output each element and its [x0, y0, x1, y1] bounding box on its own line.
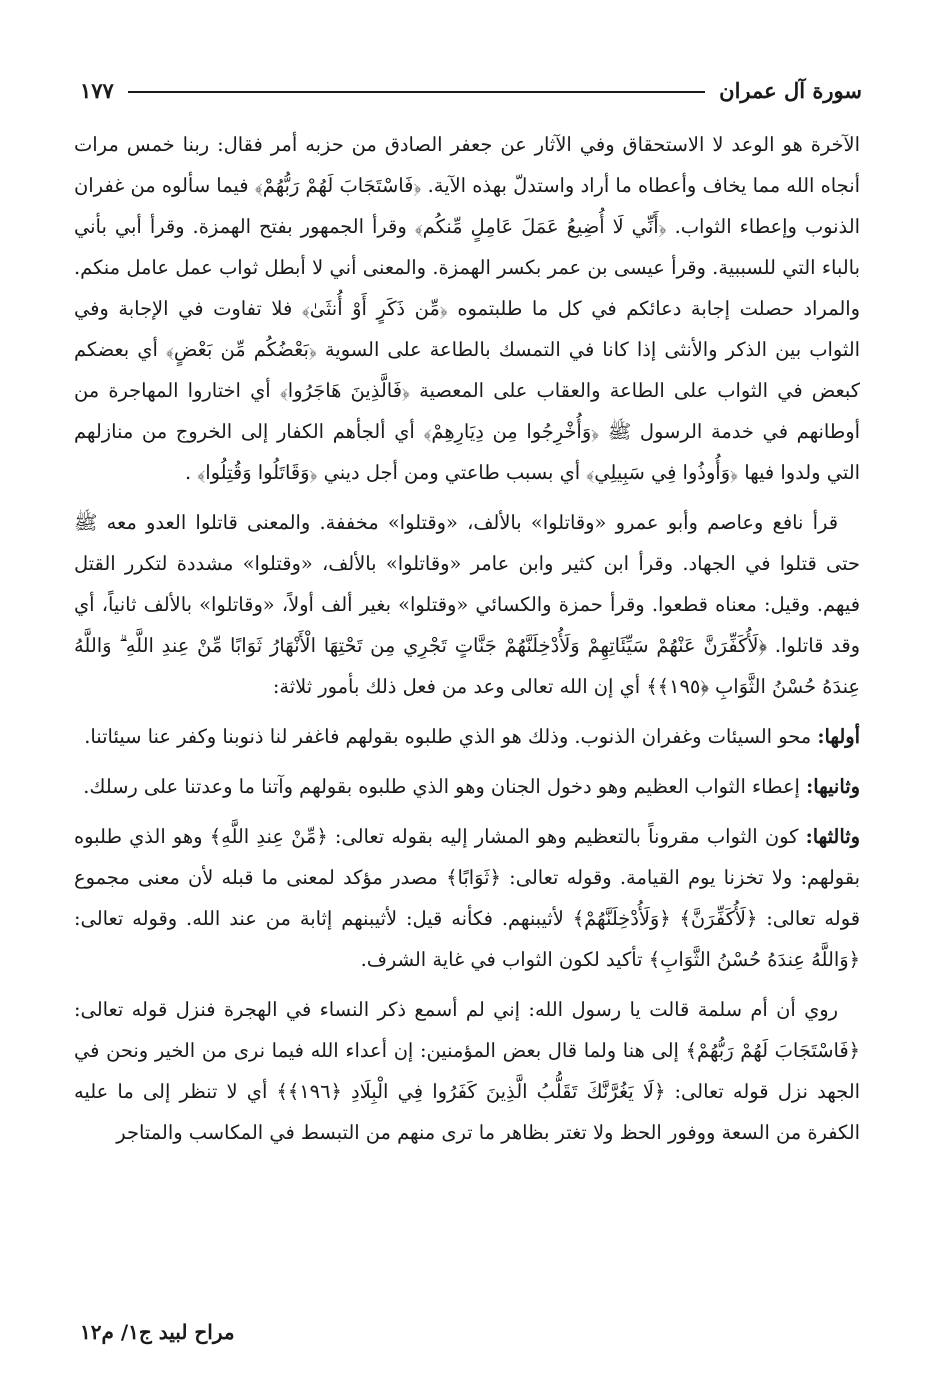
running-header — [80, 72, 862, 108]
signature-mark: مراح لبيد ج١/ م١٢ — [80, 1320, 235, 1344]
paragraph-text: محو السيئات وغفران الذنوب. وذلك هو الذي طلبوه بقولهم فاغفر لنا ذنوبنا وكفر عنا سيئاتنا. — [84, 725, 818, 748]
paragraph — [74, 716, 860, 757]
paragraph-text: قرأ نافع وعاصم وأبو عمرو «وقاتلوا» بالألف، «وقتلوا» مخففة. والمعنى قاتلوا العدو معه ﷺ حتى قتلوا في الجهاد. وقرأ ابن كثير وابن عامر «وقاتلوا» بالألف، «وقتلوا» مشددة لتكرر القتل فيهم. وقيل: معناه قطعوا. وقرأ حمزة والكسائي «وقتلوا» بغير ألف أولاً، «وقاتلوا» بالألف ثانياً، أي وقد قاتلوا. ﴿لَأُكَفِّرَنَّ عَنْهُمْ سَيِّئَاتِهِمْ وَلَأُدْخِلَنَّهُمْ جَنَّاتٍ تَجْرِي مِن تَحْتِهَا الْأَنْهَارُ ثَوَابًا مِّنْ عِندِ اللَّهِ ۗ وَاللَّهُ عِندَهُ حُسْنُ الثَّوَابِ ﴿١٩٥﴾﴾ أي إن الله تعالى وعد من فعل ذلك بأمور ثلاثة: — [74, 511, 860, 698]
paragraph-text: روي أن أم سلمة قالت يا رسول الله: إني لم أسمع ذكر النساء في الهجرة فنزل قوله تعالى: ﴿فَاسْتَجَابَ لَهُمْ رَبُّهُمْ﴾ إلى هنا ولما قال بعض المؤمنين: إن أعداء الله فيما نرى من الخير ونحن في الجهد نزل قوله تعالى: ﴿لَا يَغُرَّنَّكَ تَقَلُّبُ الَّذِينَ كَفَرُوا فِي الْبِلَادِ ﴿١٩٦﴾﴾ أي لا تنظر إلى ما عليه الكفرة من السعة ووفور الحظ ولا تغتر بظاهر ما ترى منهم من التبسط في المكاسب والمتاجر — [74, 998, 860, 1144]
paragraph — [74, 816, 860, 980]
paragraph-lead: وثالثها: — [805, 825, 860, 848]
paragraph — [74, 766, 860, 807]
page-body — [74, 124, 860, 1314]
surah-title: سورة آل عمران — [719, 77, 862, 103]
paragraph-lead: وثانيها: — [806, 775, 860, 798]
paragraph-lead: أولها: — [817, 725, 860, 748]
footer-signature — [80, 1320, 862, 1352]
paragraph-text: كون الثواب مقروناً بالتعظيم وهو المشار إليه بقوله تعالى: ﴿مِّنْ عِندِ اللَّهِ﴾ وهو الذي طلبوه بقولهم: ولا تخزنا يوم القيامة. وقوله تعالى: ﴿ثَوَابًا﴾ مصدر مؤكد لمعنى ما قبله لأن معنى مجموع قوله تعالى: ﴿لَأُكَفِّرَنَّ﴾ ﴿وَلَأُدْخِلَنَّهُمْ﴾ لأثيبنهم. فكأنه قيل: لأثيبنهم إثابة من عند الله. وقوله تعالى: ﴿وَاللَّهُ عِندَهُ حُسْنُ الثَّوَابِ﴾ تأكيد لكون الثواب في غاية الشرف. — [74, 825, 860, 971]
paragraph — [74, 124, 860, 493]
header-rule — [128, 91, 705, 93]
paragraph — [74, 502, 860, 707]
page-number: ١٧٧ — [80, 77, 114, 103]
paragraph — [74, 989, 860, 1153]
paragraph-text: الآخرة هو الوعد لا الاستحقاق وفي الآثار عن جعفر الصادق من حزبه أمر فقال: ربنا خمس مرات أنجاه الله مما يخاف وأعطاه ما أراد واستدلّ بهذه الآية. ﴿فَاسْتَجَابَ لَهُمْ رَبُّهُمْ﴾ فيما سألوه من غفران الذنوب وإعطاء الثواب. ﴿أَنِّي لَا أُضِيعُ عَمَلَ عَامِلٍ مِّنكُم﴾ وقرأ الجمهور بفتح الهمزة. وقرأ أبي بأني بالباء التي للسببية. وقرأ عيسى بن عمر بكسر الهمزة. والمعنى أني لا أبطل ثواب عمل عامل منكم. والمراد حصلت إجابة دعائكم في كل ما طلبتموه ﴿مِّن ذَكَرٍ أَوْ أُنثَىٰ﴾ فلا تفاوت في الإجابة وفي الثواب بين الذكر والأنثى إذا كانا في التمسك بالطاعة على السوية ﴿بَعْضُكُم مِّن بَعْضٍ﴾ أي بعضكم كبعض في الثواب على الطاعة والعقاب على المعصية ﴿فَالَّذِينَ هَاجَرُوا﴾ أي اختاروا المهاجرة من أوطانهم في خدمة الرسول ﷺ ﴿وَأُخْرِجُوا مِن دِيَارِهِمْ﴾ أي ألجأهم الكفار إلى الخروج من منازلهم التي ولدوا فيها ﴿وَأُوذُوا فِي سَبِيلِي﴾ أي بسبب طاعتي ومن أجل ديني ﴿وَقَاتَلُوا وَقُتِلُوا﴾ . — [74, 133, 860, 484]
paragraph-text: إعطاء الثواب العظيم وهو دخول الجنان وهو الذي طلبوه بقولهم وآتنا ما وعدتنا على رسلك. — [83, 775, 807, 798]
